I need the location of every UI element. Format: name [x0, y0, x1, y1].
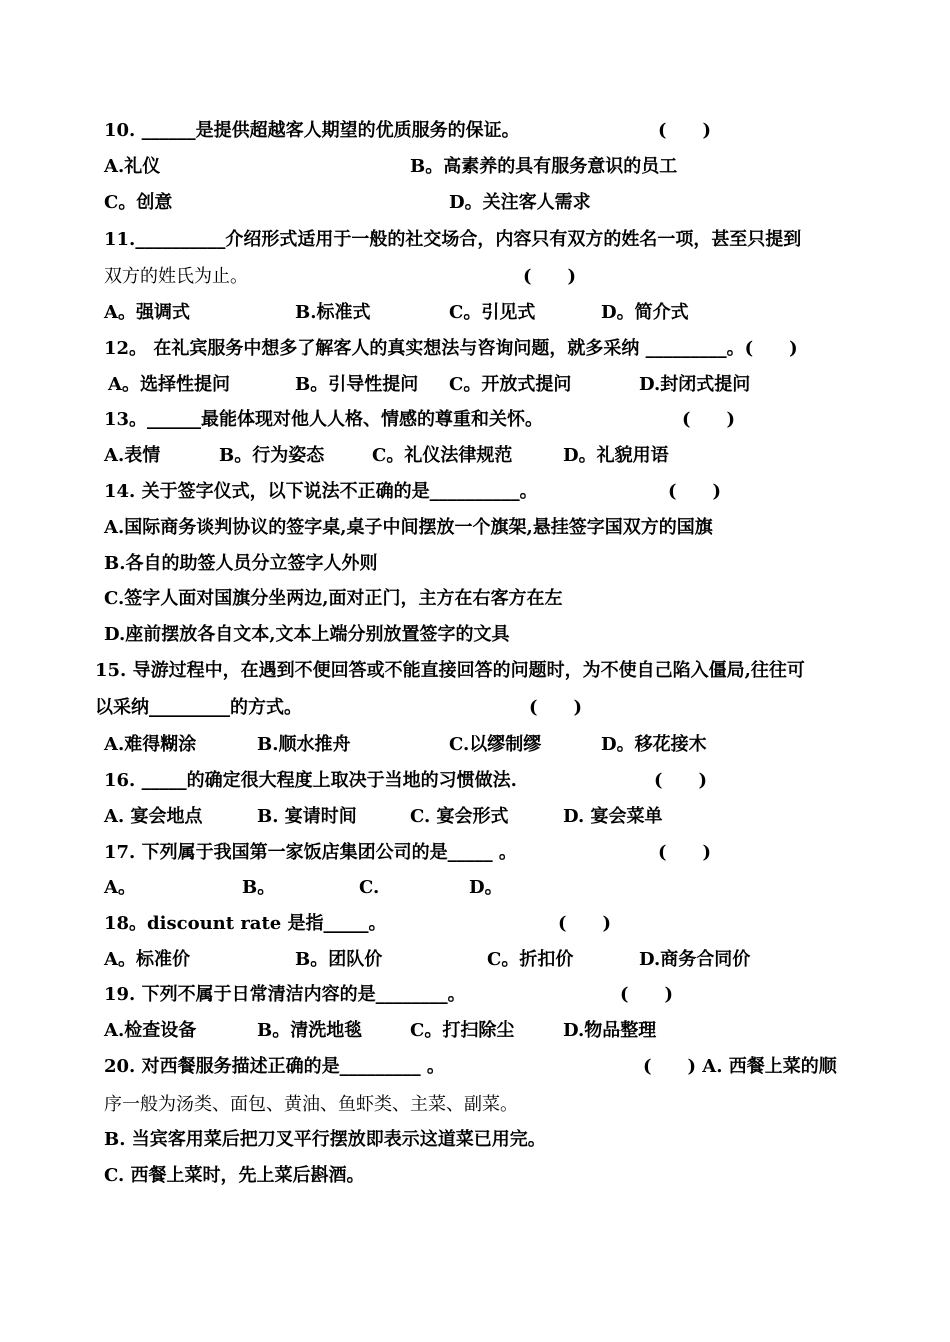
- q14-answer-paren: ( ): [668, 481, 722, 502]
- q14-stem: 14. 关于签字仪式，以下说法不正确的是__________。: [104, 481, 538, 502]
- q15-option-c: C.以缪制缪: [449, 734, 542, 755]
- q13-option-a: A.表情: [104, 445, 161, 466]
- q17-answer-paren: ( ): [658, 842, 712, 863]
- q14-option-d: D.座前摆放各自文本,文本上端分别放置签字的文具: [104, 624, 510, 645]
- q17-stem: 17. 下列属于我国第一家饭店集团公司的是_____ 。: [104, 842, 517, 863]
- q16-option-b: B. 宴请时间: [257, 806, 357, 827]
- q10-option-b: B。高素养的具有服务意识的员工: [410, 156, 678, 177]
- q19-option-b: B。清洗地毯: [257, 1020, 363, 1041]
- q12-option-a: A。选择性提问: [108, 374, 230, 395]
- q16-stem: 16. _____的确定很大程度上取决于当地的习惯做法.: [104, 770, 517, 791]
- q15-option-d: D。移花接木: [601, 734, 707, 755]
- q16-answer-paren: ( ): [654, 770, 708, 791]
- q10-stem: 10. ______是提供超越客人期望的优质服务的保证。: [104, 120, 520, 141]
- q17-option-c: C.: [359, 877, 380, 898]
- q11-stem-line1: 11.__________介绍形式适用于一般的社交场合，内容只有双方的姓名一项，甚至只提到: [104, 229, 802, 250]
- q11-stem-line2: 双方的姓氏为止。: [104, 266, 248, 287]
- q18-option-c: C。折扣价: [487, 949, 574, 970]
- q10-option-a: A.礼仪: [104, 156, 161, 177]
- q18-option-d: D.商务合同价: [639, 949, 751, 970]
- q14-option-c: C.签字人面对国旗分坐两边,面对正门，主方在右客方在左: [104, 588, 563, 609]
- q13-stem: 13。______最能体现对他人人格、情感的尊重和关怀。: [104, 409, 544, 430]
- q13-option-d: D。礼貌用语: [563, 445, 669, 466]
- q13-option-c: C。礼仪法律规范: [372, 445, 513, 466]
- q19-option-c: C。打扫除尘: [410, 1020, 515, 1041]
- q20-option-a-continued: 序一般为汤类、面包、黄油、鱼虾类、主菜、副菜。: [104, 1094, 518, 1115]
- q17-option-b: B。: [242, 877, 276, 898]
- q15-option-b: B.顺水推舟: [257, 734, 351, 755]
- q12-option-b: B。引导性提问: [295, 374, 419, 395]
- q18-stem: 18。discount rate 是指_____。: [104, 913, 387, 934]
- q12-stem: 12。 在礼宾服务中想多了解客人的真实想法与咨询问题，就多采纳 _________。( ): [104, 338, 798, 359]
- q19-stem: 19. 下列不属于日常清洁内容的是________。: [104, 984, 466, 1005]
- q15-stem-line1: 15. 导游过程中，在遇到不便回答或不能直接回答的问题时，为不使自己陷入僵局,往往可: [95, 660, 805, 681]
- q15-answer-paren: ( ): [529, 697, 583, 718]
- q16-option-a: A. 宴会地点: [104, 806, 203, 827]
- q13-answer-paren: ( ): [682, 409, 736, 430]
- q11-option-b: B.标准式: [295, 302, 371, 323]
- q18-option-a: A。标准价: [104, 949, 190, 970]
- q20-option-b: B. 当宾客用菜后把刀叉平行摆放即表示这道菜已用完。: [104, 1129, 546, 1150]
- q16-option-c: C. 宴会形式: [410, 806, 509, 827]
- q17-option-a: A。: [104, 877, 136, 898]
- q12-option-c: C。开放式提问: [449, 374, 572, 395]
- q11-option-c: C。引见式: [449, 302, 536, 323]
- q15-option-a: A.难得糊涂: [104, 734, 197, 755]
- q12-option-d: D.封闭式提问: [639, 374, 751, 395]
- q19-option-a: A.检查设备: [104, 1020, 197, 1041]
- q14-option-b: B.各自的助签人员分立签字人外则: [104, 553, 378, 574]
- q11-option-d: D。简介式: [601, 302, 689, 323]
- q20-stem: 20. 对西餐服务描述正确的是_________ 。: [104, 1056, 445, 1077]
- q10-option-c: C。创意: [104, 192, 173, 213]
- q19-option-d: D.物品整理: [563, 1020, 657, 1041]
- q19-answer-paren: ( ): [620, 984, 674, 1005]
- q16-option-d: D. 宴会菜单: [563, 806, 663, 827]
- q18-option-b: B。团队价: [295, 949, 383, 970]
- q20-answer-paren-option-a: ( ) A. 西餐上菜的顺: [643, 1056, 837, 1077]
- q10-option-d: D。关注客人需求: [449, 192, 591, 213]
- q17-option-d: D。: [469, 877, 503, 898]
- q10-answer-paren: ( ): [658, 120, 712, 141]
- q18-answer-paren: ( ): [558, 913, 612, 934]
- q20-option-c: C. 西餐上菜时，先上菜后斟酒。: [104, 1165, 365, 1186]
- q15-stem-line2: 以采纳_________的方式。: [95, 697, 302, 718]
- q11-answer-paren: ( ): [523, 266, 577, 287]
- q11-option-a: A。强调式: [104, 302, 190, 323]
- q14-option-a: A.国际商务谈判协议的签字桌,桌子中间摆放一个旗架,悬挂签字国双方的国旗: [104, 517, 713, 538]
- q13-option-b: B。行为姿态: [219, 445, 325, 466]
